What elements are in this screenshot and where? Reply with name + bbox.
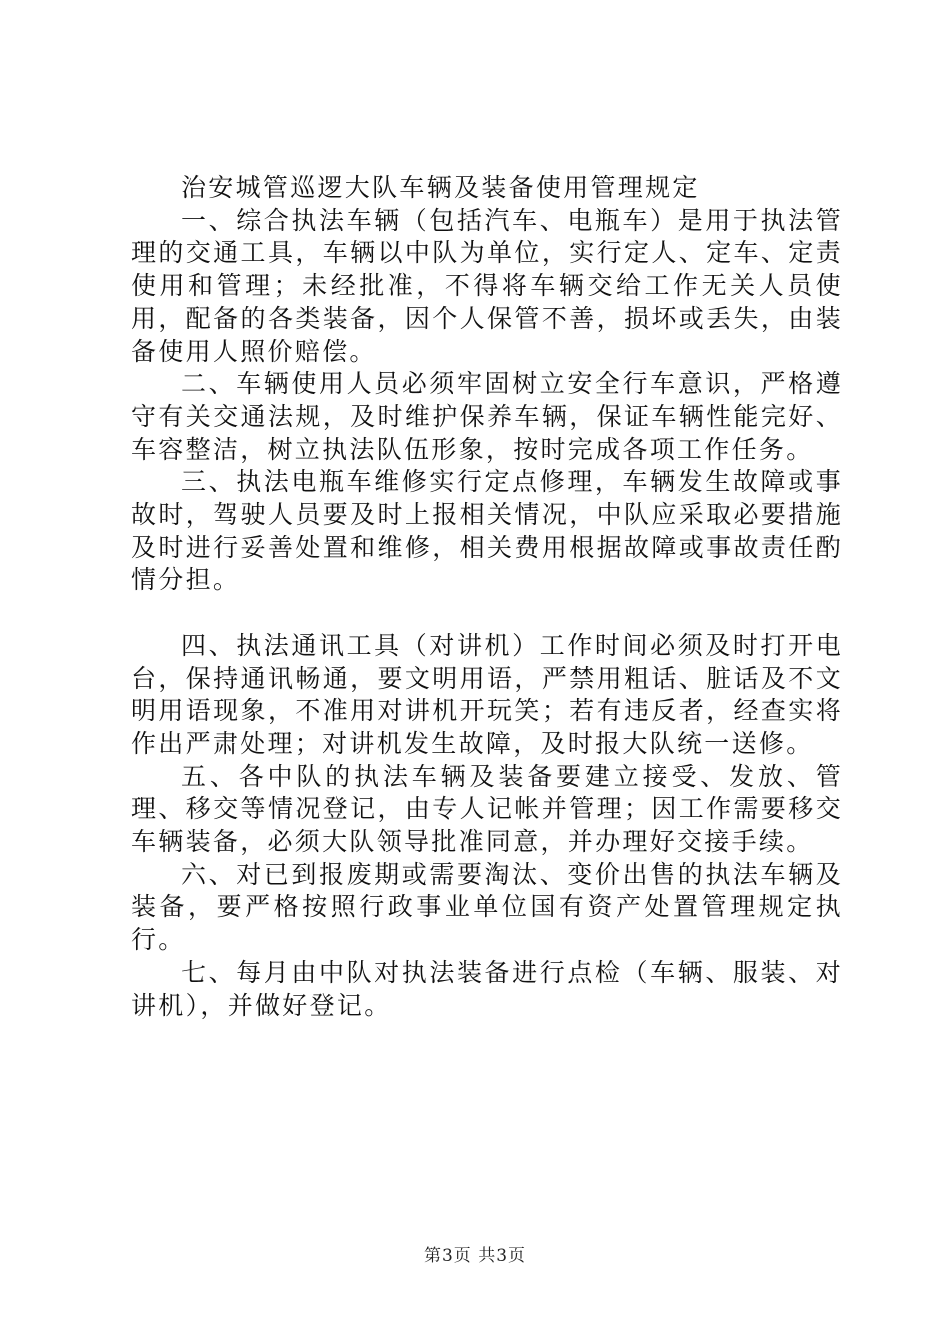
paragraph-6: 六、对已到报废期或需要淘汰、变价出售的执法车辆及装备，要严格按照行政事业单位国有资产处置管理规定执行。 bbox=[131, 859, 843, 955]
paragraph-1: 一、综合执法车辆（包括汽车、电瓶车）是用于执法管理的交通工具，车辆以中队为单位，实行定人、定车、定责使用和管理；未经批准，不得将车辆交给工作无关人员使用，配备的各类装备，因个人保管不善，损坏或丢失，由装备使用人照价赔偿。 bbox=[131, 205, 843, 366]
document-title: 治安城管巡逻大队车辆及装备使用管理规定 bbox=[181, 173, 700, 202]
paragraph-3: 三、执法电瓶车维修实行定点修理，车辆发生故障或事故时，驾驶人员要及时上报相关情况，中队应采取必要措施及时进行妥善处置和维修，相关费用根据故障或事故责任酌情分担。 bbox=[131, 467, 843, 595]
paragraph-7: 七、每月由中队对执法装备进行点检（车辆、服装、对讲机），并做好登记。 bbox=[131, 957, 843, 1020]
paragraph-2: 二、车辆使用人员必须牢固树立安全行车意识，严格遵守有关交通法规，及时维护保养车辆，保证车辆性能完好、车容整洁，树立执法队伍形象，按时完成各项工作任务。 bbox=[131, 369, 843, 464]
page-footer: 第3页 共3页 bbox=[423, 1246, 527, 1266]
paragraph-5: 五、各中队的执法车辆及装备要建立接受、发放、管理、移交等情况登记，由专人记帐并管理；因工作需要移交车辆装备，必须大队领导批准同意，并办理好交接手续。 bbox=[131, 761, 843, 857]
document-body bbox=[131, 172, 843, 1022]
paragraph-4: 四、执法通讯工具（对讲机）工作时间必须及时打开电台，保持通讯畅通，要文明用语，严禁用粗话、脏话及不文明用语现象，不准用对讲机开玩笑；若有违反者，经查实将作出严肃处理；对讲机发生故障，及时报大队统一送修。 bbox=[131, 630, 843, 758]
